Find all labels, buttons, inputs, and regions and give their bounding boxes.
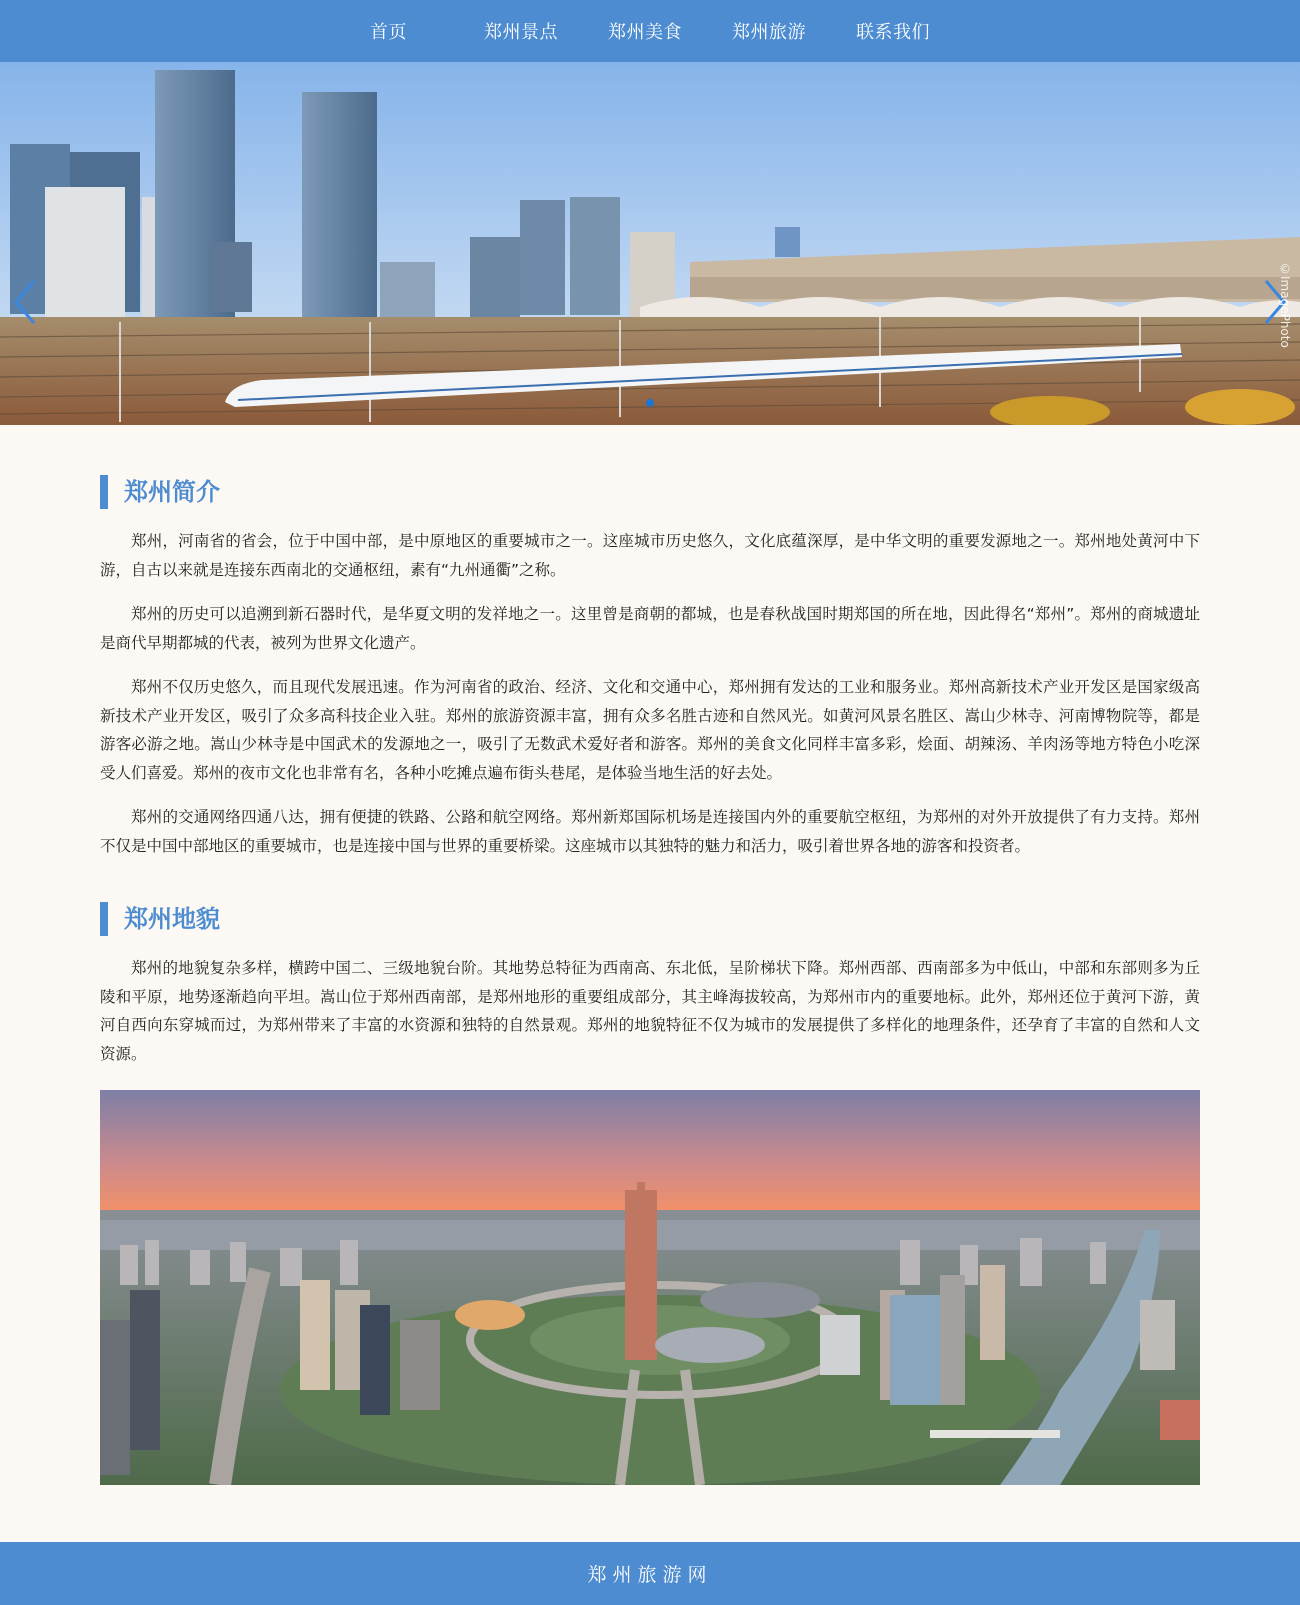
nav-item-attractions[interactable]: 郑州景点 — [484, 22, 558, 43]
nav-item-travel[interactable]: 郑州旅游 — [732, 22, 806, 43]
intro-body — [100, 527, 1200, 860]
hero-carousel — [0, 62, 1300, 425]
landform-paragraph: 郑州的地貌复杂多样，横跨中国二、三级地貌台阶。其地势总特征为西南高、东北低，呈阶梯状下降。郑州西部、西南部多为中低山，中部和东部则多为丘陵和平原，地势逐渐趋向平坦。嵩山位于郑州西南部，是郑州地形的重要组成部分，其主峰海拔较高，为郑州市内的重要地标。此外，郑州还位于黄河下游，黄河自西向东穿城而过，为郑州带来了丰富的水资源和独特的自然景观。郑州的地貌特征不仅为城市的发展提供了多样化的地理条件，还孕育了丰富的自然和人文资源。 — [100, 959, 1200, 1063]
footer-site-name: 郑州旅游网 — [587, 1564, 713, 1586]
image-watermark: ©ImagePhoto — [1278, 262, 1292, 348]
intro-paragraph: 郑州的交通网络四通八达，拥有便捷的铁路、公路和航空网络。郑州新郑国际机场是连接国内外的重要航空枢纽，为郑州的对外开放提供了有力支持。郑州不仅是中国中部地区的重要城市，也是连接中国与世界的重要桥梁。这座城市以其独特的魅力和活力，吸引着世界各地的游客和投资者。 — [100, 808, 1200, 855]
main-content — [100, 425, 1200, 1485]
nav-item-food[interactable]: 郑州美食 — [608, 22, 682, 43]
section-title-intro: 郑州简介 — [100, 475, 1200, 509]
intro-paragraph: 郑州，河南省的省会，位于中国中部，是中原地区的重要城市之一。这座城市历史悠久，文化底蕴深厚，是中华文明的重要发源地之一。郑州地处黄河中下游，自古以来就是连接东西南北的交通枢纽，素有“九州通衢”之称。 — [100, 532, 1200, 579]
intro-paragraph: 郑州不仅历史悠久，而且现代发展迅速。作为河南省的政治、经济、文化和交通中心，郑州拥有发达的工业和服务业。郑州高新技术产业开发区是国家级高新技术产业开发区，吸引了众多高科技企业入驻。郑州的旅游资源丰富，拥有众多名胜古迹和自然风光。如黄河风景名胜区、嵩山少林寺、河南博物院等，都是游客必游之地。嵩山少林寺是中国武术的发源地之一，吸引了无数武术爱好者和游客。郑州的美食文化同样丰富多彩，烩面、胡辣汤、羊肉汤等地方特色小吃深受人们喜爱。郑州的夜市文化也非常有名，各种小吃摊点遍布街头巷尾，是体验当地生活的好去处。 — [100, 678, 1200, 782]
intro-paragraph: 郑州的历史可以追溯到新石器时代，是华夏文明的发祥地之一。这里曾是商朝的都城，也是春秋战国时期郑国的所在地，因此得名“郑州”。郑州的商城遗址是商代早期都城的代表，被列为世界文化遗产。 — [100, 605, 1200, 652]
hero-image-city-railway — [0, 62, 1300, 425]
nav-item-contact[interactable]: 联系我们 — [856, 22, 930, 43]
chevron-left-icon[interactable] — [10, 277, 40, 327]
top-nav — [0, 0, 1300, 62]
carousel-pagination — [0, 392, 1300, 411]
site-footer — [0, 1542, 1300, 1605]
nav-item-home[interactable]: 首页 — [370, 22, 407, 43]
section-title-landform: 郑州地貌 — [100, 902, 1200, 936]
city-aerial-photo — [100, 1090, 1200, 1485]
carousel-dot-active[interactable] — [646, 399, 654, 407]
landform-body — [100, 954, 1200, 1068]
